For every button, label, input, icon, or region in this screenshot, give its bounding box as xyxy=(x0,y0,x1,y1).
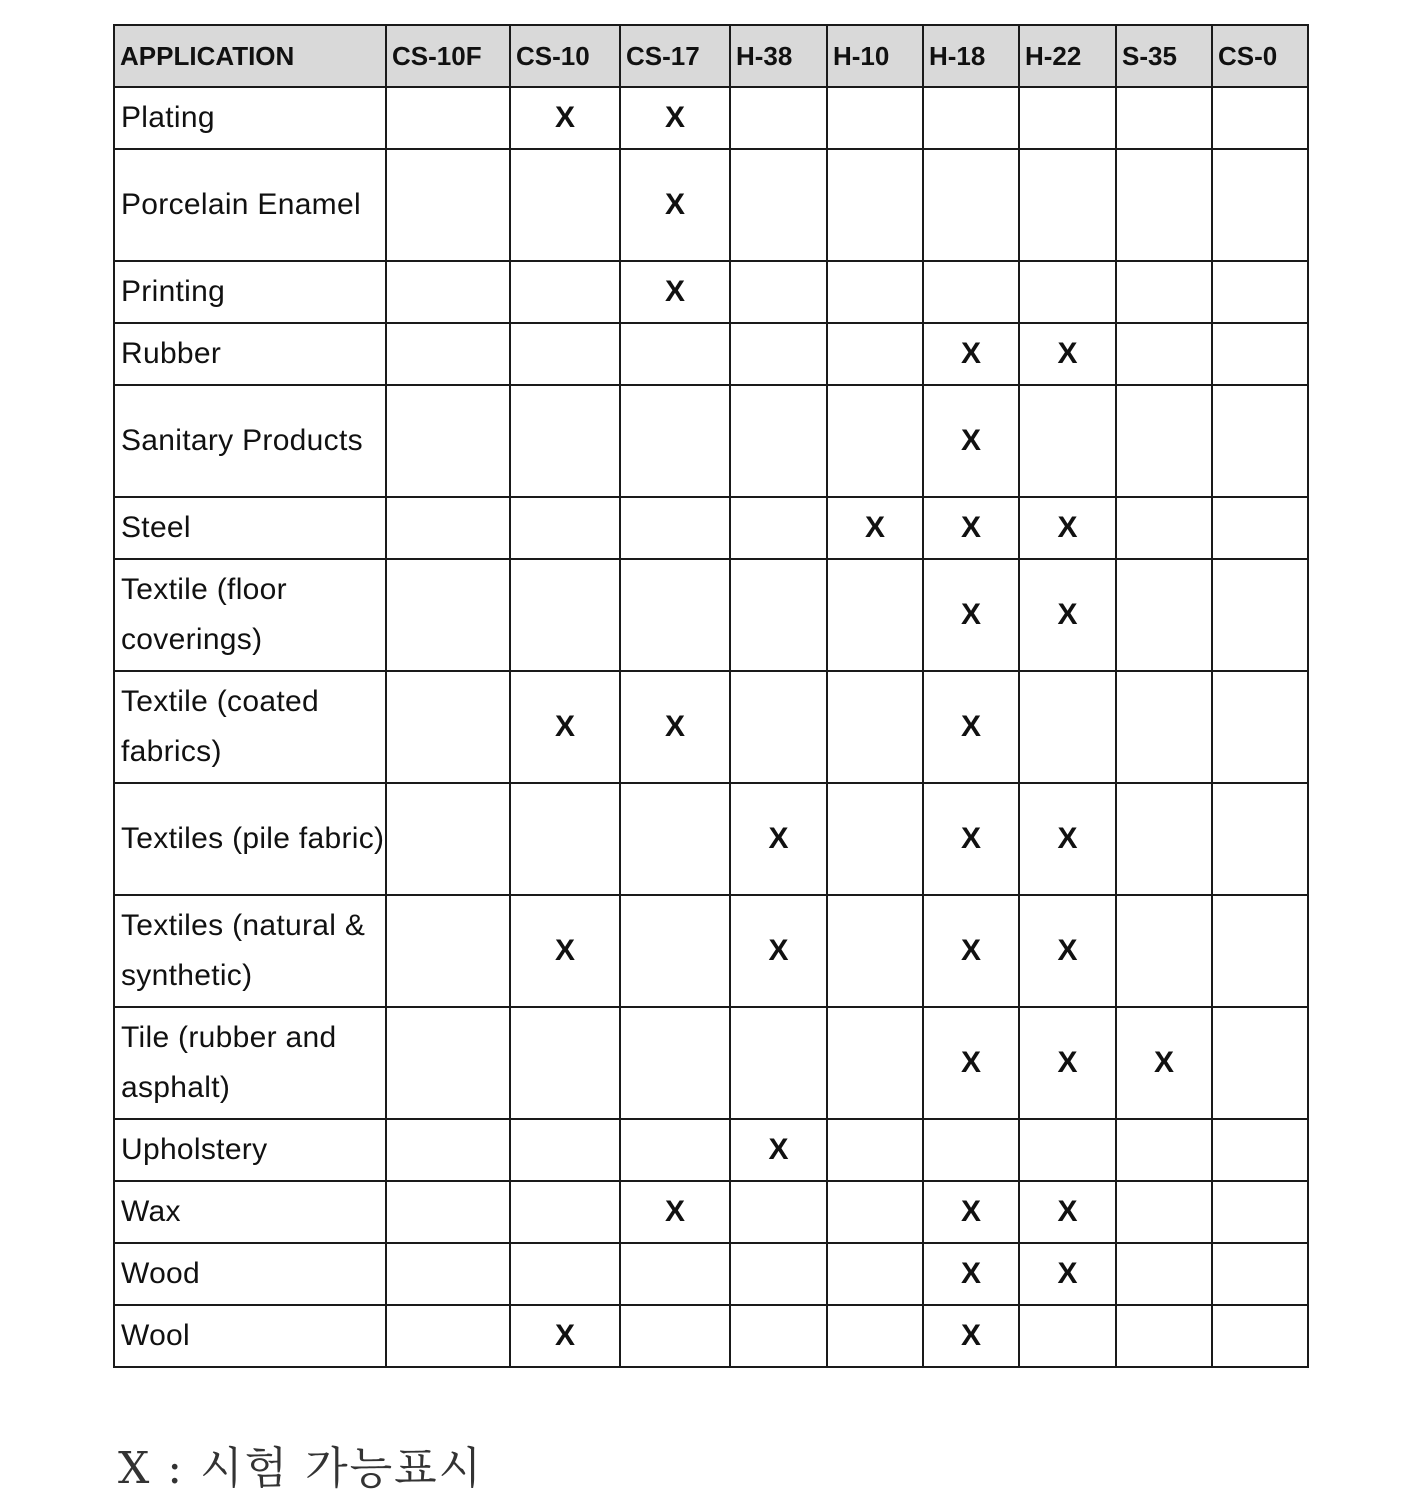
mark-cell xyxy=(827,261,923,323)
mark-cell xyxy=(510,783,620,895)
mark-cell xyxy=(1116,497,1212,559)
mark-cell: X xyxy=(1019,783,1116,895)
mark-cell: X xyxy=(510,671,620,783)
application-cell: Textile (coated fabrics) xyxy=(114,671,386,783)
mark-cell: X xyxy=(620,1181,730,1243)
mark-cell xyxy=(730,1181,827,1243)
table-row xyxy=(114,87,1308,149)
mark-cell xyxy=(1019,671,1116,783)
mark-cell xyxy=(620,1007,730,1119)
mark-cell xyxy=(386,87,510,149)
column-header-s-35: S-35 xyxy=(1116,25,1212,87)
application-cell: Wood xyxy=(114,1243,386,1305)
mark-cell xyxy=(386,261,510,323)
mark-cell xyxy=(510,1007,620,1119)
mark-cell: X xyxy=(923,1181,1019,1243)
mark-cell xyxy=(1212,783,1308,895)
table-row xyxy=(114,1119,1308,1181)
mark-cell xyxy=(730,497,827,559)
mark-cell xyxy=(620,385,730,497)
table-row xyxy=(114,559,1308,671)
mark-cell xyxy=(730,323,827,385)
table-row xyxy=(114,385,1308,497)
mark-cell xyxy=(510,1119,620,1181)
mark-cell xyxy=(1019,1305,1116,1367)
table-row xyxy=(114,149,1308,261)
mark-cell xyxy=(1116,671,1212,783)
column-header-h-22: H-22 xyxy=(1019,25,1116,87)
mark-cell xyxy=(386,1305,510,1367)
mark-cell xyxy=(1212,497,1308,559)
mark-cell xyxy=(730,559,827,671)
mark-cell: X xyxy=(827,497,923,559)
mark-cell: X xyxy=(510,87,620,149)
mark-cell xyxy=(1116,261,1212,323)
application-compatibility-table xyxy=(113,24,1309,1368)
mark-cell xyxy=(1212,149,1308,261)
mark-cell xyxy=(730,261,827,323)
application-cell: Textiles (natural & synthetic) xyxy=(114,895,386,1007)
application-cell: Plating xyxy=(114,87,386,149)
application-cell: Textile (floor coverings) xyxy=(114,559,386,671)
mark-cell xyxy=(1116,559,1212,671)
mark-cell xyxy=(1212,671,1308,783)
column-header-h-18: H-18 xyxy=(923,25,1019,87)
column-header-cs-10: CS-10 xyxy=(510,25,620,87)
mark-cell xyxy=(730,1305,827,1367)
mark-cell xyxy=(1212,87,1308,149)
mark-cell xyxy=(510,1181,620,1243)
mark-cell xyxy=(620,1243,730,1305)
mark-cell xyxy=(386,559,510,671)
mark-cell: X xyxy=(730,1119,827,1181)
mark-cell xyxy=(620,783,730,895)
mark-cell: X xyxy=(1019,1181,1116,1243)
mark-cell xyxy=(386,497,510,559)
mark-cell xyxy=(1212,1007,1308,1119)
mark-cell xyxy=(620,497,730,559)
mark-cell xyxy=(620,1305,730,1367)
table-row xyxy=(114,323,1308,385)
mark-cell xyxy=(730,87,827,149)
mark-cell xyxy=(386,1119,510,1181)
table-row xyxy=(114,1305,1308,1367)
mark-cell xyxy=(923,1119,1019,1181)
mark-cell xyxy=(1212,323,1308,385)
table-row xyxy=(114,497,1308,559)
application-cell: Wool xyxy=(114,1305,386,1367)
application-cell: Wax xyxy=(114,1181,386,1243)
table-row xyxy=(114,1181,1308,1243)
column-header-cs-17: CS-17 xyxy=(620,25,730,87)
mark-cell xyxy=(827,783,923,895)
mark-cell: X xyxy=(923,1243,1019,1305)
column-header-application: APPLICATION xyxy=(114,25,386,87)
mark-cell xyxy=(827,895,923,1007)
mark-cell xyxy=(923,149,1019,261)
mark-cell xyxy=(1212,385,1308,497)
application-cell: Textiles (pile fabric) xyxy=(114,783,386,895)
mark-cell xyxy=(1019,385,1116,497)
table-row xyxy=(114,1243,1308,1305)
table-row xyxy=(114,1007,1308,1119)
mark-cell: X xyxy=(923,559,1019,671)
mark-cell xyxy=(1212,261,1308,323)
mark-cell xyxy=(620,895,730,1007)
mark-cell: X xyxy=(923,323,1019,385)
mark-cell xyxy=(1116,149,1212,261)
mark-cell xyxy=(827,1305,923,1367)
mark-cell: X xyxy=(923,671,1019,783)
mark-cell xyxy=(1116,385,1212,497)
mark-cell xyxy=(827,385,923,497)
mark-cell: X xyxy=(923,895,1019,1007)
mark-cell xyxy=(386,1243,510,1305)
mark-cell: X xyxy=(923,1007,1019,1119)
table-row xyxy=(114,261,1308,323)
mark-cell: X xyxy=(1019,1243,1116,1305)
mark-cell xyxy=(827,1007,923,1119)
table-body xyxy=(114,87,1308,1367)
mark-cell: X xyxy=(510,895,620,1007)
mark-cell xyxy=(730,1007,827,1119)
mark-cell xyxy=(386,149,510,261)
mark-cell: X xyxy=(923,385,1019,497)
mark-cell: X xyxy=(923,497,1019,559)
table-row xyxy=(114,895,1308,1007)
mark-cell xyxy=(1116,87,1212,149)
mark-cell: X xyxy=(1019,895,1116,1007)
mark-cell xyxy=(386,1007,510,1119)
mark-cell xyxy=(386,783,510,895)
mark-cell xyxy=(730,149,827,261)
mark-cell: X xyxy=(620,671,730,783)
column-header-h-38: H-38 xyxy=(730,25,827,87)
application-cell: Tile (rubber and asphalt) xyxy=(114,1007,386,1119)
header-row xyxy=(114,25,1308,87)
mark-cell xyxy=(827,559,923,671)
mark-cell xyxy=(827,87,923,149)
mark-cell xyxy=(386,385,510,497)
mark-cell xyxy=(923,87,1019,149)
column-header-cs-10f: CS-10F xyxy=(386,25,510,87)
mark-cell xyxy=(1212,1305,1308,1367)
mark-cell: X xyxy=(620,261,730,323)
application-cell: Upholstery xyxy=(114,1119,386,1181)
legend-note: X : 시험 가능표시 xyxy=(118,1443,484,1494)
mark-cell xyxy=(620,559,730,671)
application-cell: Porcelain Enamel xyxy=(114,149,386,261)
table-row xyxy=(114,783,1308,895)
mark-cell xyxy=(386,895,510,1007)
mark-cell xyxy=(1116,783,1212,895)
mark-cell xyxy=(827,1243,923,1305)
mark-cell: X xyxy=(620,87,730,149)
mark-cell xyxy=(1019,261,1116,323)
mark-cell xyxy=(386,1181,510,1243)
mark-cell xyxy=(1212,1243,1308,1305)
mark-cell xyxy=(510,149,620,261)
mark-cell: X xyxy=(923,783,1019,895)
mark-cell: X xyxy=(923,1305,1019,1367)
column-header-cs-0: CS-0 xyxy=(1212,25,1308,87)
mark-cell xyxy=(1212,895,1308,1007)
mark-cell xyxy=(827,149,923,261)
table-row xyxy=(114,671,1308,783)
mark-cell xyxy=(827,1181,923,1243)
mark-cell xyxy=(1116,1181,1212,1243)
mark-cell xyxy=(827,1119,923,1181)
mark-cell xyxy=(1116,1243,1212,1305)
mark-cell xyxy=(923,261,1019,323)
mark-cell xyxy=(730,385,827,497)
mark-cell xyxy=(510,323,620,385)
mark-cell xyxy=(510,1243,620,1305)
mark-cell xyxy=(1019,87,1116,149)
mark-cell xyxy=(1019,149,1116,261)
mark-cell xyxy=(510,497,620,559)
table-header xyxy=(114,25,1308,87)
mark-cell xyxy=(386,671,510,783)
mark-cell xyxy=(1116,1305,1212,1367)
mark-cell: X xyxy=(620,149,730,261)
application-cell: Sanitary Products xyxy=(114,385,386,497)
mark-cell: X xyxy=(510,1305,620,1367)
mark-cell xyxy=(510,559,620,671)
mark-cell xyxy=(827,671,923,783)
application-cell: Steel xyxy=(114,497,386,559)
mark-cell xyxy=(620,1119,730,1181)
mark-cell xyxy=(730,1243,827,1305)
mark-cell: X xyxy=(1019,323,1116,385)
application-cell: Rubber xyxy=(114,323,386,385)
mark-cell: X xyxy=(1019,1007,1116,1119)
mark-cell xyxy=(1116,323,1212,385)
mark-cell xyxy=(386,323,510,385)
mark-cell xyxy=(827,323,923,385)
mark-cell xyxy=(1116,895,1212,1007)
column-header-h-10: H-10 xyxy=(827,25,923,87)
mark-cell xyxy=(1212,1181,1308,1243)
mark-cell xyxy=(1212,559,1308,671)
mark-cell: X xyxy=(730,783,827,895)
mark-cell: X xyxy=(1116,1007,1212,1119)
mark-cell xyxy=(510,385,620,497)
mark-cell xyxy=(1116,1119,1212,1181)
mark-cell: X xyxy=(1019,559,1116,671)
mark-cell: X xyxy=(730,895,827,1007)
mark-cell: X xyxy=(1019,497,1116,559)
mark-cell xyxy=(510,261,620,323)
mark-cell xyxy=(730,671,827,783)
mark-cell xyxy=(1212,1119,1308,1181)
mark-cell xyxy=(1019,1119,1116,1181)
application-cell: Printing xyxy=(114,261,386,323)
mark-cell xyxy=(620,323,730,385)
